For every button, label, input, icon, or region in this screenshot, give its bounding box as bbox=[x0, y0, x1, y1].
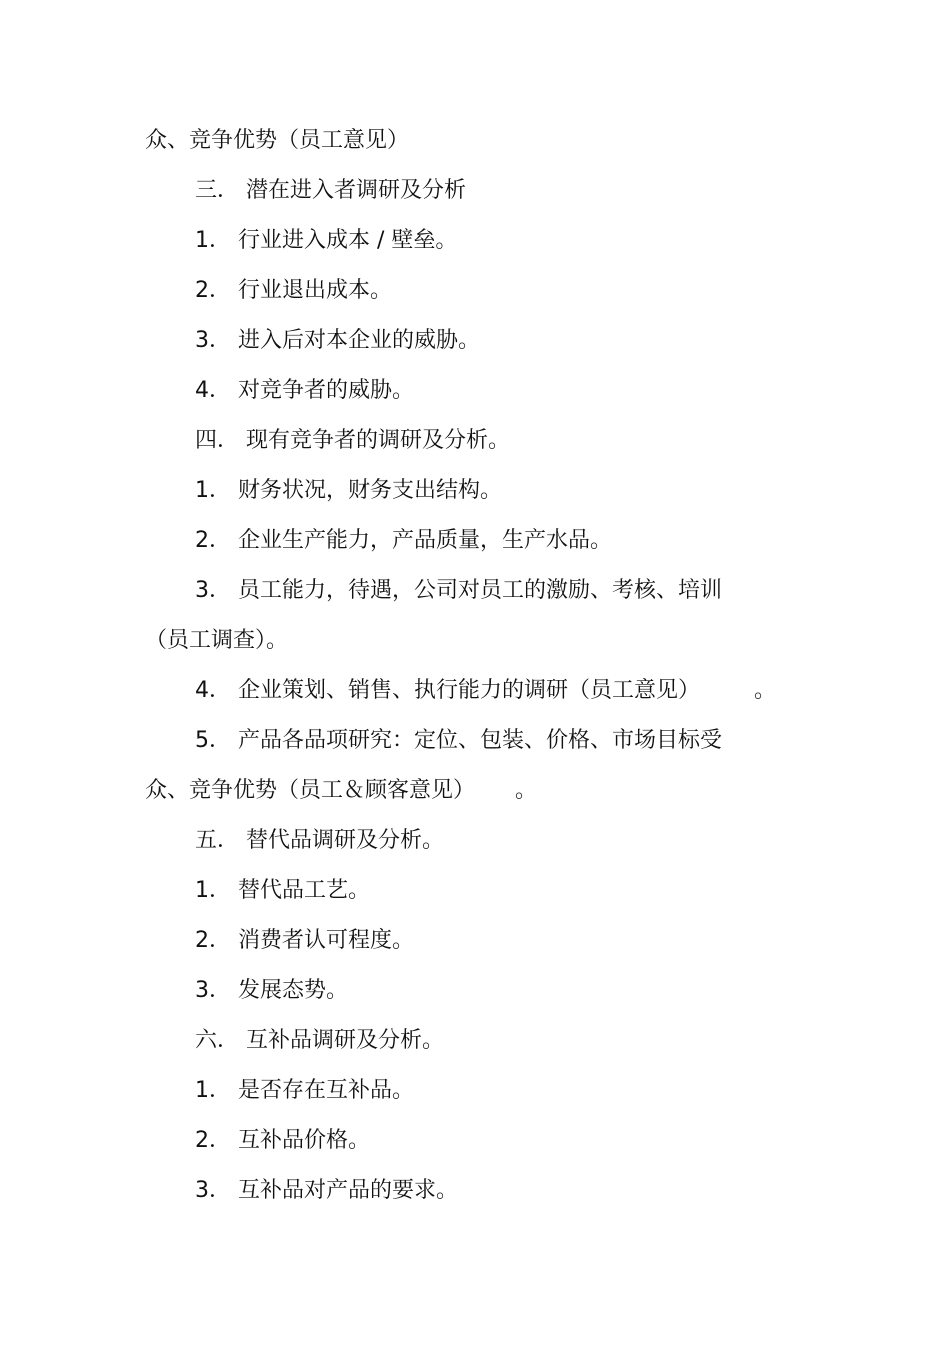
continuation-period: 。 bbox=[515, 778, 538, 803]
text-line-continuation: （员工调查）。 bbox=[145, 628, 289, 653]
list-item: 2． 消费者认可程度。 bbox=[195, 928, 414, 953]
list-item: 1． 替代品工艺。 bbox=[195, 878, 370, 903]
list-item-period: 。 bbox=[754, 678, 777, 703]
list-item: 3． 进入后对本企业的威胁。 bbox=[195, 328, 480, 353]
continuation-text: 众、竞争优势（员工＆顾客意见） bbox=[145, 778, 476, 803]
list-item-text: 4． 企业策划、销售、执行能力的调研（员工意见） bbox=[195, 678, 700, 703]
list-item: 3． 员工能力，待遇，公司对员工的激励、考核、培训 bbox=[195, 578, 722, 603]
section-heading-5: 五． 替代品调研及分析。 bbox=[195, 828, 444, 853]
list-item: 2． 行业退出成本。 bbox=[195, 278, 392, 303]
section-heading-6: 六． 互补品调研及分析。 bbox=[195, 1028, 444, 1053]
list-item: 5． 产品各品项研究：定位、包装、价格、市场目标受 bbox=[195, 728, 722, 753]
list-item: 1． 是否存在互补品。 bbox=[195, 1078, 414, 1103]
list-item: 3． 发展态势。 bbox=[195, 978, 348, 1003]
section-heading-4: 四． 现有竞争者的调研及分析。 bbox=[195, 428, 510, 453]
section-heading-3: 三． 潜在进入者调研及分析 bbox=[195, 178, 466, 203]
list-item: 2． 互补品价格。 bbox=[195, 1128, 370, 1153]
list-item bbox=[195, 676, 776, 706]
list-item: 1． 行业进入成本 / 壁垒。 bbox=[195, 228, 458, 253]
list-item: 1． 财务状况，财务支出结构。 bbox=[195, 478, 502, 503]
list-item: 2． 企业生产能力，产品质量，生产水品。 bbox=[195, 528, 612, 553]
text-line-continuation: 众、竞争优势（员工意见） bbox=[145, 128, 410, 153]
list-item: 4． 对竞争者的威胁。 bbox=[195, 378, 414, 403]
list-item: 3． 互补品对产品的要求。 bbox=[195, 1178, 458, 1203]
text-line-continuation bbox=[145, 776, 537, 806]
